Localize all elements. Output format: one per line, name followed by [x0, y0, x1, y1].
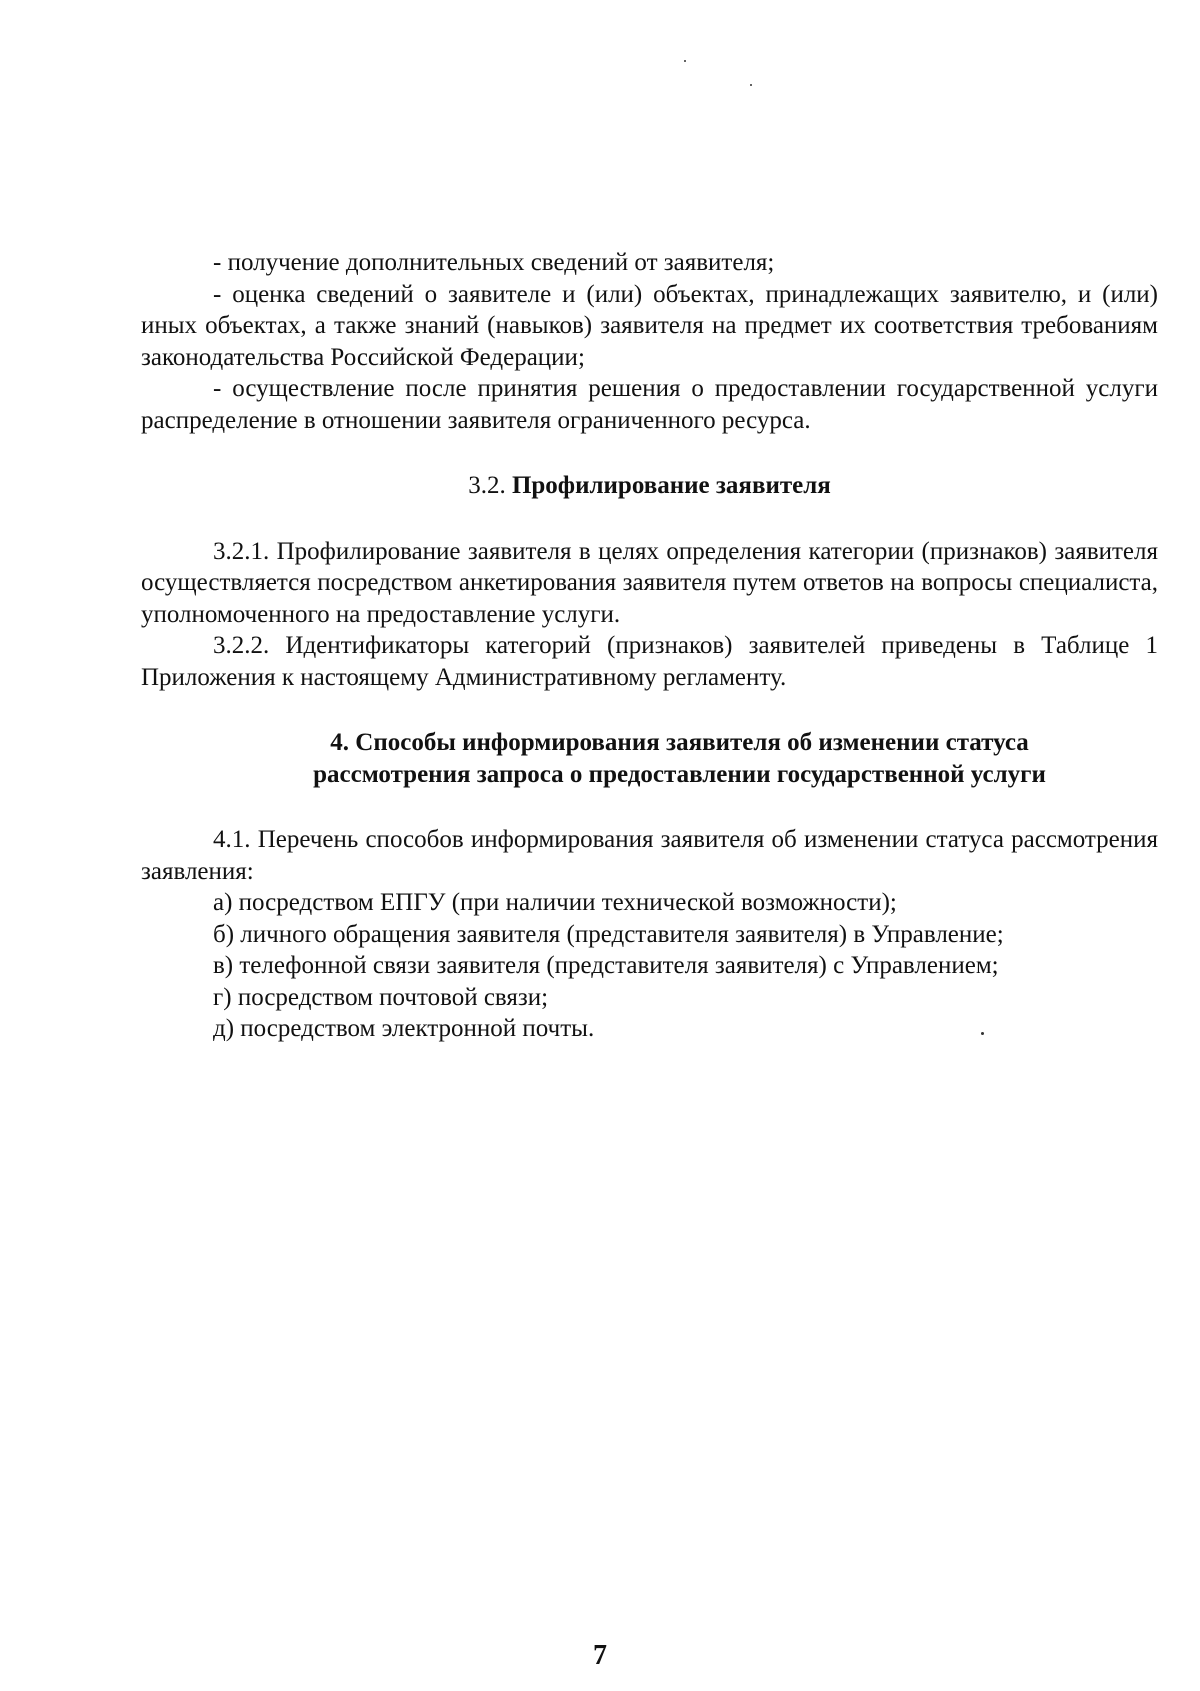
section-title-line-2: рассмотрения запроса о предоставлении государственной услуги	[313, 760, 1046, 788]
section-heading-3-2	[141, 470, 1158, 502]
document-body	[141, 247, 1158, 1045]
paragraph: 4.1. Перечень способов информирования заявителя об изменении статуса рассмотрения заявления:	[141, 826, 1158, 885]
spacer	[141, 436, 1158, 470]
section-number: 3.2.	[468, 472, 506, 499]
spacer	[141, 693, 1158, 727]
list-item: в) телефонной связи заявителя (представителя заявителя) с Управлением;	[213, 952, 999, 979]
section-title: Профилирование заявителя	[511, 472, 831, 499]
list-item: г) посредством почтовой связи;	[213, 983, 549, 1011]
paragraph: - осуществление после принятия решения о предоставлении государственной услуги распределение в отношении заявителя ограниченного ресурса.	[141, 375, 1158, 434]
spacer	[141, 502, 1158, 536]
scan-speck	[750, 84, 752, 86]
section-title-line-1: 4. Способы информирования заявителя об изменении статуса	[330, 729, 1029, 756]
page-number: 7	[593, 1640, 607, 1671]
paragraph: 3.2.1. Профилирование заявителя в целях определения категории (признаков) заявителя осуществляется посредством анкетирования заявителя путем ответов на вопросы специалиста, уполномоченного на предоставление услуги.	[141, 537, 1158, 628]
paragraph: - получение дополнительных сведений от заявителя;	[213, 249, 775, 276]
list-item: б) личного обращения заявителя (представителя заявителя) в Управление;	[213, 920, 1004, 948]
paragraph: 3.2.2. Идентификаторы категорий (признаков) заявителей приведены в Таблице 1 Приложения к настоящему Административному регламенту.	[141, 632, 1158, 691]
paragraph: - оценка сведений о заявителе и (или) объектах, принадлежащих заявителю, и (или) иных объектах, а также знаний (навыков) заявителя на предмет их соответствия требованиям законодательства Российской Федерации;	[141, 280, 1158, 371]
list-item: а) посредством ЕПГУ (при наличии технической возможности);	[213, 889, 897, 916]
list-item: д) посредством электронной почты.	[213, 1015, 595, 1042]
spacer	[141, 790, 1158, 824]
section-heading-4	[141, 727, 1158, 790]
scan-speck	[684, 60, 686, 62]
